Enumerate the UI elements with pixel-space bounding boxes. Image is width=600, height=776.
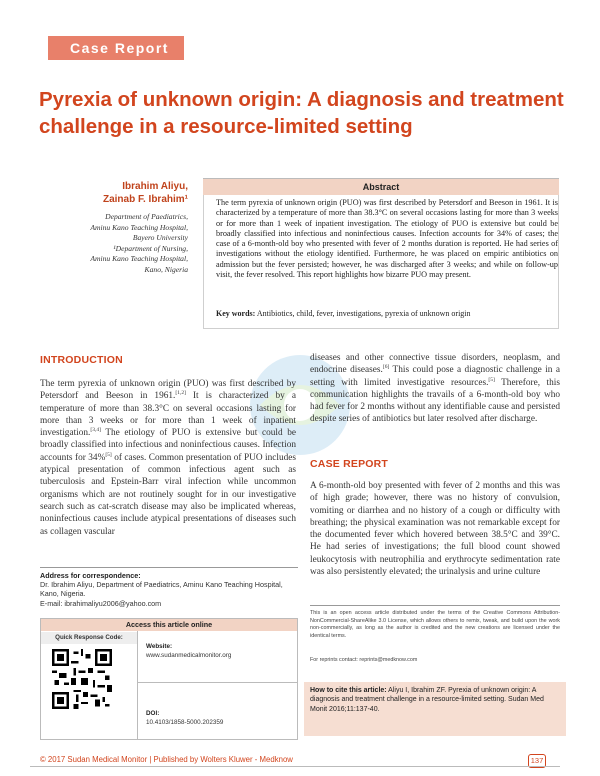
- introduction-paragraph-continued: [310, 352, 560, 426]
- footer-rule: [30, 766, 560, 767]
- case-report-heading: CASE REPORT: [310, 458, 389, 470]
- keywords: [216, 309, 558, 319]
- author-name: Zainab F. Ibrahim¹: [102, 194, 188, 205]
- citation-label: How to cite this article:: [310, 687, 387, 694]
- text-run: The etiology of PUO is extensive but could be broadly classified into infectious and noninfectious causes. Infection accounts for 34%: [40, 428, 296, 463]
- keywords-list: Antibiotics, child, fever, investigations, pyrexia of unknown origin: [255, 309, 471, 318]
- page-number: 137: [528, 754, 546, 768]
- qr-code-label: Quick Response Code:: [41, 632, 137, 644]
- footer-text: © 2017 Sudan Medical Monitor | Published by Wolters Kluwer - Medknow: [40, 755, 293, 764]
- license-text: This is an open access article distributed under the terms of the Creative Commons Attribution-NonCommercial-ShareAlike 3.0 License, which allows others to remix, tweak, and build upon the work non-commercially, as long as the author is credited and the new creations are licensed under the identical terms.: [310, 610, 560, 639]
- author-name: Ibrahim Aliyu,: [122, 181, 188, 192]
- affiliation-line: Kano, Nigeria: [144, 264, 188, 274]
- license-block: [310, 605, 560, 640]
- citation-ref[interactable]: [5]: [105, 451, 112, 458]
- text-run: diseases and other connective tissue disorders, neoplasm, and endocrine diseases.: [310, 353, 560, 376]
- affiliation-line: Aminu Kano Teaching Hospital,: [90, 222, 188, 232]
- citation-ref[interactable]: [1,2]: [175, 390, 186, 397]
- article-title: Pyrexia of unknown origin: A diagnosis and treatment challenge in a resource-limited setting: [39, 88, 564, 138]
- divider: [138, 682, 297, 683]
- access-heading: Access this article online: [41, 619, 297, 631]
- website-label: Website:: [146, 643, 173, 650]
- reprints-contact[interactable]: For reprints contact: reprints@medknow.com: [310, 657, 418, 663]
- citation-box: [304, 682, 566, 736]
- text-run: Therefore, this communication highlights the travails of a 6-month-old boy who had fever for 2 months without any identifiable cause and persisted despite series of antibiotics but later resolved after discharge.: [310, 377, 560, 425]
- website-link[interactable]: www.sudanmedicalmonitor.org: [146, 652, 232, 659]
- divider: [137, 631, 138, 739]
- abstract-text: The term pyrexia of unknown origin (PUO) was first described by Petersdorf and Beeson in 1961. It is characterized by a temperature of more than 38.3°C on several occasions lasting for more than 3 weeks or for more than 1 week of inpatient investigation. The etiology of PUO is extensive but could be broadly classified into infectious and noninfectious causes. Infection accounts for 34% of cases; the case of a 6-month-old boy who presented with fever of 2 months duration is reported. He had series of investigations without the etiology identified. Furthermore, he was placed on empiric antibiotics on admission but the fever persisted; however, he was discharged after 3 weeks; and while on follow-up visit, the fever resolved. This report highlights how bizarre PUO may present.: [216, 198, 558, 280]
- author-block: [40, 180, 188, 276]
- keywords-label: Key words:: [216, 309, 256, 318]
- case-report-paragraph: A 6-month-old boy presented with fever of 2 months and this was of high grade; however, there was no history of convulsion, vomiting or diarrhea and no history of a cough or difficulty with breathing; the physical examination was not remarkable except for the documented fever which hovered between 38.5°C and 39°C. He had series of investigations; the full blood count showed leukocytosis with neutrophilia and erythrocyte sedimentation rate was also persistently elevated; the urinalysis and urine culture: [310, 481, 560, 578]
- qr-code-icon[interactable]: [52, 649, 112, 709]
- citation-ref[interactable]: [6]: [382, 364, 390, 371]
- doi-label: DOI:: [146, 710, 160, 717]
- doi-link[interactable]: 10.4103/1858-5000.202359: [146, 719, 224, 726]
- text-run: The term pyrexia of unknown origin (PUO) was first described by Petersdorf and Beeson in 1961.: [40, 379, 296, 402]
- introduction-paragraph: [40, 378, 296, 538]
- text-run: of cases. Common presentation of PUO includes atypical presentation of common infectious agent such as tuberculosis and Epstein-Barr viral infection while uncommon organisms which are not routinely sought for in our investigative search such as cat-scratch disease may also be implicated whereas, noninfectious causes include atypical presentations of diseases such as collagen vascular: [40, 452, 296, 537]
- correspondence-block: [40, 567, 298, 608]
- text-run: It is characterized by a temperature of more than 38.3°C on several occasions lasting for more than 3 weeks or for more than 1 week of inpatient investigation.: [40, 391, 296, 439]
- affiliation-line: Department of Paediatrics,: [105, 212, 188, 221]
- abstract-heading: Abstract: [203, 179, 559, 195]
- citation-text: Aliyu I, Ibrahim ZF. Pyrexia of unknown origin: A diagnosis and treatment challenge in a resource-limited setting. Sudan Med Monit 2016;11:137-40.: [310, 687, 544, 713]
- text-run: This could pose a diagnostic challenge in a setting with limited investigative resources.: [310, 365, 560, 388]
- article-type-tab: Case Report: [48, 36, 184, 60]
- citation-ref[interactable]: [5]: [488, 376, 495, 383]
- correspondence-address: Dr. Ibrahim Aliyu, Department of Paediatrics, Aminu Kano Teaching Hospital, Kano, Nigeria.: [40, 580, 283, 599]
- affiliation-line: Bayero University: [132, 233, 188, 243]
- correspondence-email[interactable]: E-mail: ibrahimaliyu2006@yahoo.com: [40, 598, 162, 608]
- affiliation-line: ¹Department of Nursing,: [113, 243, 188, 253]
- citation-ref[interactable]: [3,4]: [90, 427, 101, 434]
- correspondence-label: Address for correspondence:: [40, 571, 141, 580]
- introduction-heading: INTRODUCTION: [40, 354, 123, 366]
- affiliation-line: Aminu Kano Teaching Hospital,: [90, 254, 188, 264]
